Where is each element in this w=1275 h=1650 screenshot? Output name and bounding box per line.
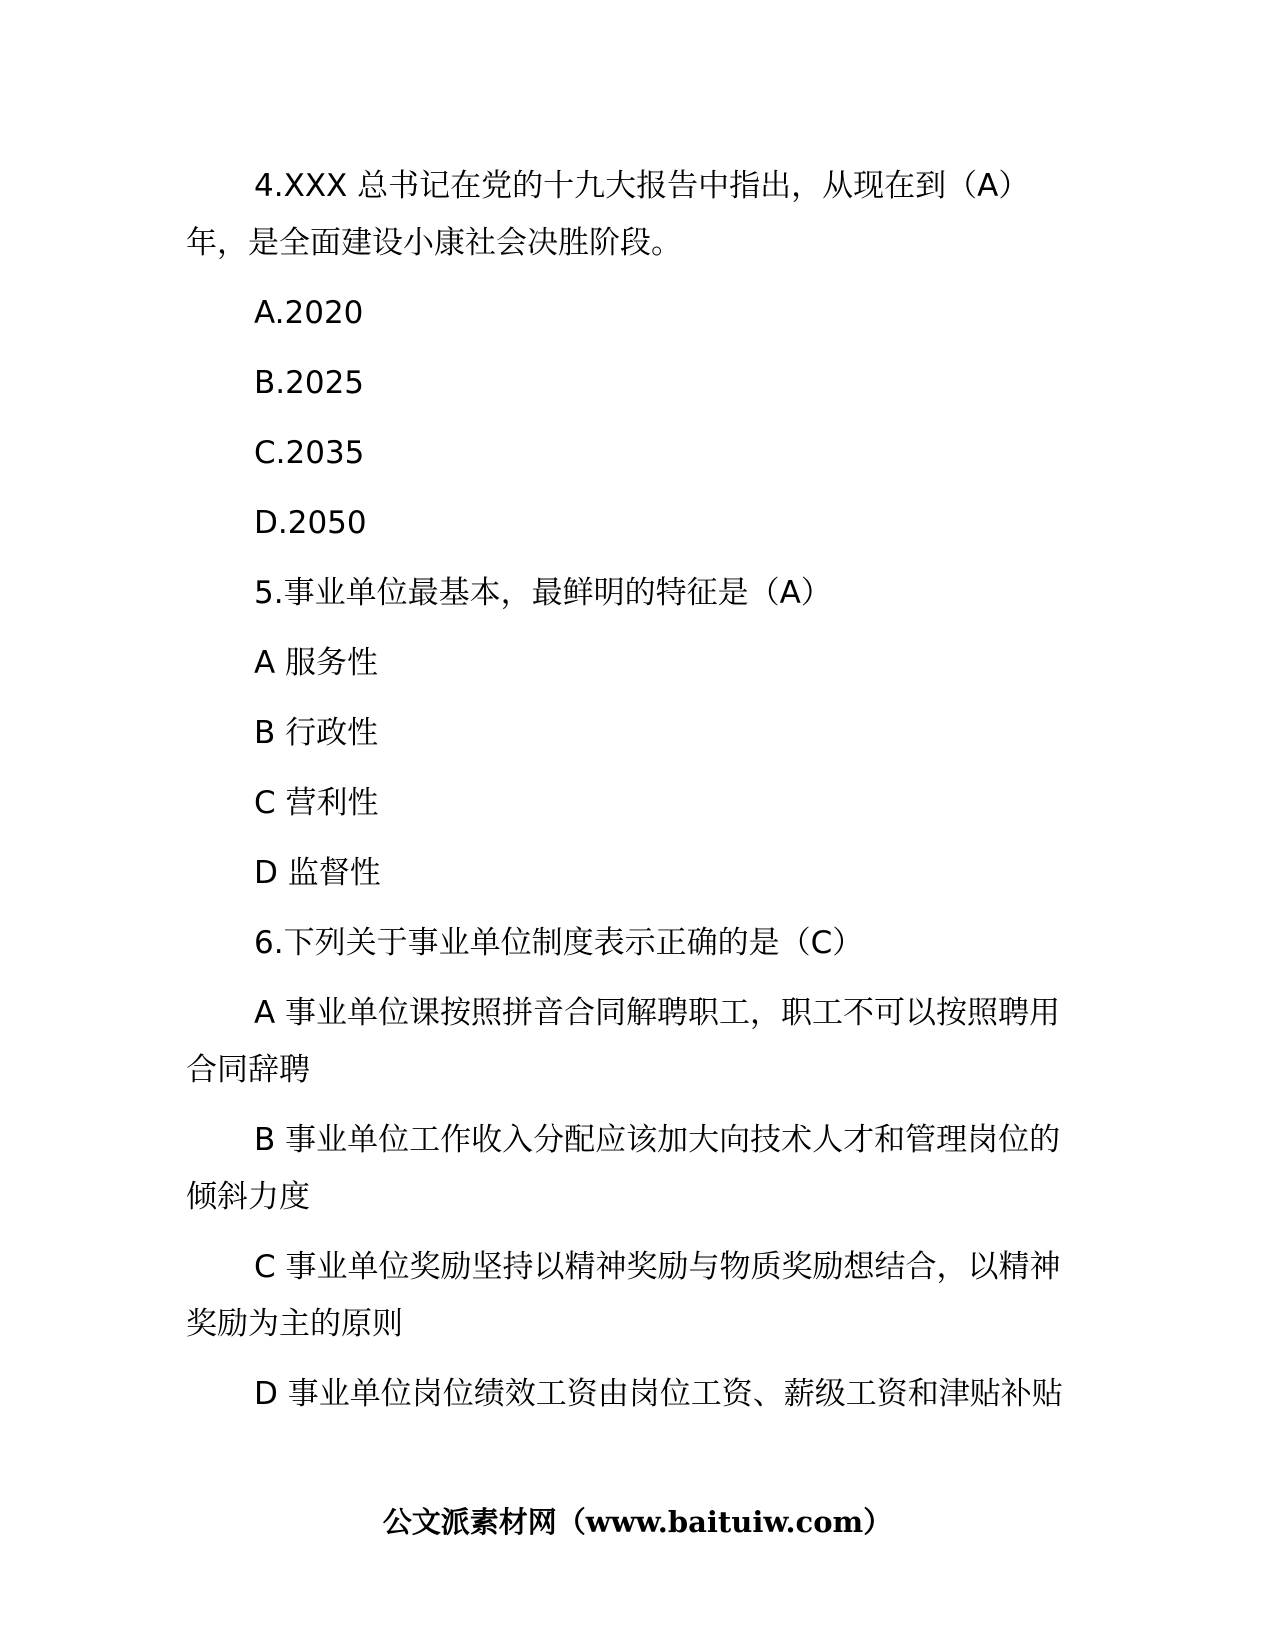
question-4-option-d: D.2050 (254, 505, 367, 541)
question-5-option-a: A 服务性 (254, 645, 379, 681)
question-5-option-c: C 营利性 (254, 785, 379, 821)
footer-watermark: 公文派素材网（www.baituiw.com） (382, 1505, 893, 1539)
question-5-option-b: B 行政性 (254, 715, 379, 751)
question-6-option-d: D 事业单位岗位绩效工资由岗位工资、薪级工资和津贴补贴 (254, 1376, 1063, 1412)
question-5-option-d: D 监督性 (254, 855, 381, 891)
question-4-stem: 4.XXX 总书记在党的十九大报告中指出，从现在到（A）年，是全面建设小康社会决胜阶段。 (186, 168, 1030, 261)
question-6-stem: 6.下列关于事业单位制度表示正确的是（C） (254, 925, 864, 961)
question-6-option-b: B 事业单位工作收入分配应该加大向技术人才和管理岗位的倾斜力度 (186, 1122, 1061, 1215)
question-4-option-a: A.2020 (254, 295, 364, 331)
question-6-option-a: A 事业单位课按照拼音合同解聘职工，职工不可以按照聘用合同辞聘 (186, 995, 1061, 1088)
question-5-stem: 5.事业单位最基本，最鲜明的特征是（A） (254, 575, 832, 611)
question-4-option-b: B.2025 (254, 365, 365, 401)
document-body (186, 158, 1090, 1436)
question-6-option-c: C 事业单位奖励坚持以精神奖励与物质奖励想结合，以精神奖励为主的原则 (186, 1249, 1061, 1342)
question-4-option-c: C.2035 (254, 435, 365, 471)
